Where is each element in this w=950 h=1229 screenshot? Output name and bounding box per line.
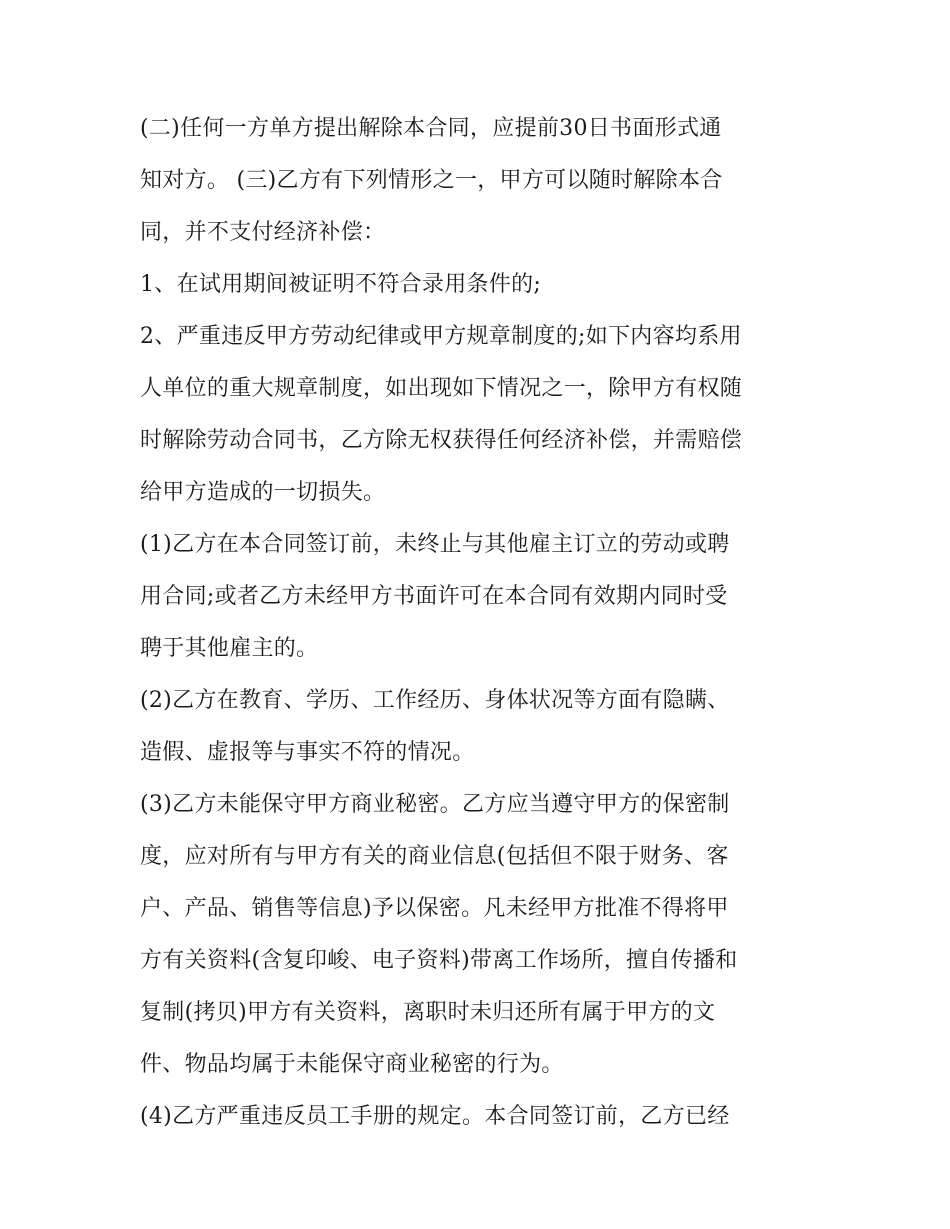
document-body bbox=[140, 103, 812, 1143]
text-line: (二)任何一方单方提出解除本合同，应提前30日书面形式通 bbox=[140, 116, 722, 141]
text-line: (1)乙方在本合同签订前，未终止与其他雇主订立的劳动或聘 bbox=[140, 532, 730, 557]
text-line: 复制(拷贝)甲方有关资料，离职时未归还所有属于甲方的文 bbox=[140, 1000, 716, 1025]
text-line: 度，应对所有与甲方有关的商业信息(包括但不限于财务、客 bbox=[140, 844, 729, 869]
text-line: 给甲方造成的一切损失。 bbox=[140, 480, 386, 505]
text-line: 2、严重违反甲方劳动纪律或甲方规章制度的;如下内容均系用 bbox=[140, 324, 742, 349]
text-line: (4)乙方严重违反员工手册的规定。本合同签订前，乙方已经 bbox=[140, 1104, 730, 1129]
text-line: 知对方。 (三)乙方有下列情形之一，甲方可以随时解除本合 bbox=[140, 168, 723, 193]
text-line: 1、在试用期间被证明不符合录用条件的; bbox=[140, 272, 542, 297]
text-line: 户、产品、销售等信息)予以保密。凡未经甲方批准不得将甲 bbox=[140, 896, 729, 921]
text-line: (3)乙方未能保守甲方商业秘密。乙方应当遵守甲方的保密制 bbox=[140, 792, 730, 817]
text-line: 人单位的重大规章制度，如出现如下情况之一，除甲方有权随 bbox=[140, 376, 743, 401]
text-line: 时解除劳动合同书，乙方除无权获得任何经济补偿，并需赔偿 bbox=[140, 428, 743, 453]
text-line: 同，并不支付经济补偿： bbox=[140, 220, 386, 245]
text-line: 聘于其他雇主的。 bbox=[140, 636, 319, 661]
text-line: 造假、虚报等与事实不符的情况。 bbox=[140, 740, 475, 765]
text-line: (2)乙方在教育、学历、工作经历、身体状况等方面有隐瞒、 bbox=[140, 688, 730, 713]
text-line: 方有关资料(含复印峻、电子资料)带离工作场所，擅自传播和 bbox=[140, 948, 738, 973]
text-line: 件、物品均属于未能保守商业秘密的行为。 bbox=[140, 1052, 564, 1077]
text-line: 用合同;或者乙方未经甲方书面许可在本合同有效期内同时受 bbox=[140, 584, 728, 609]
